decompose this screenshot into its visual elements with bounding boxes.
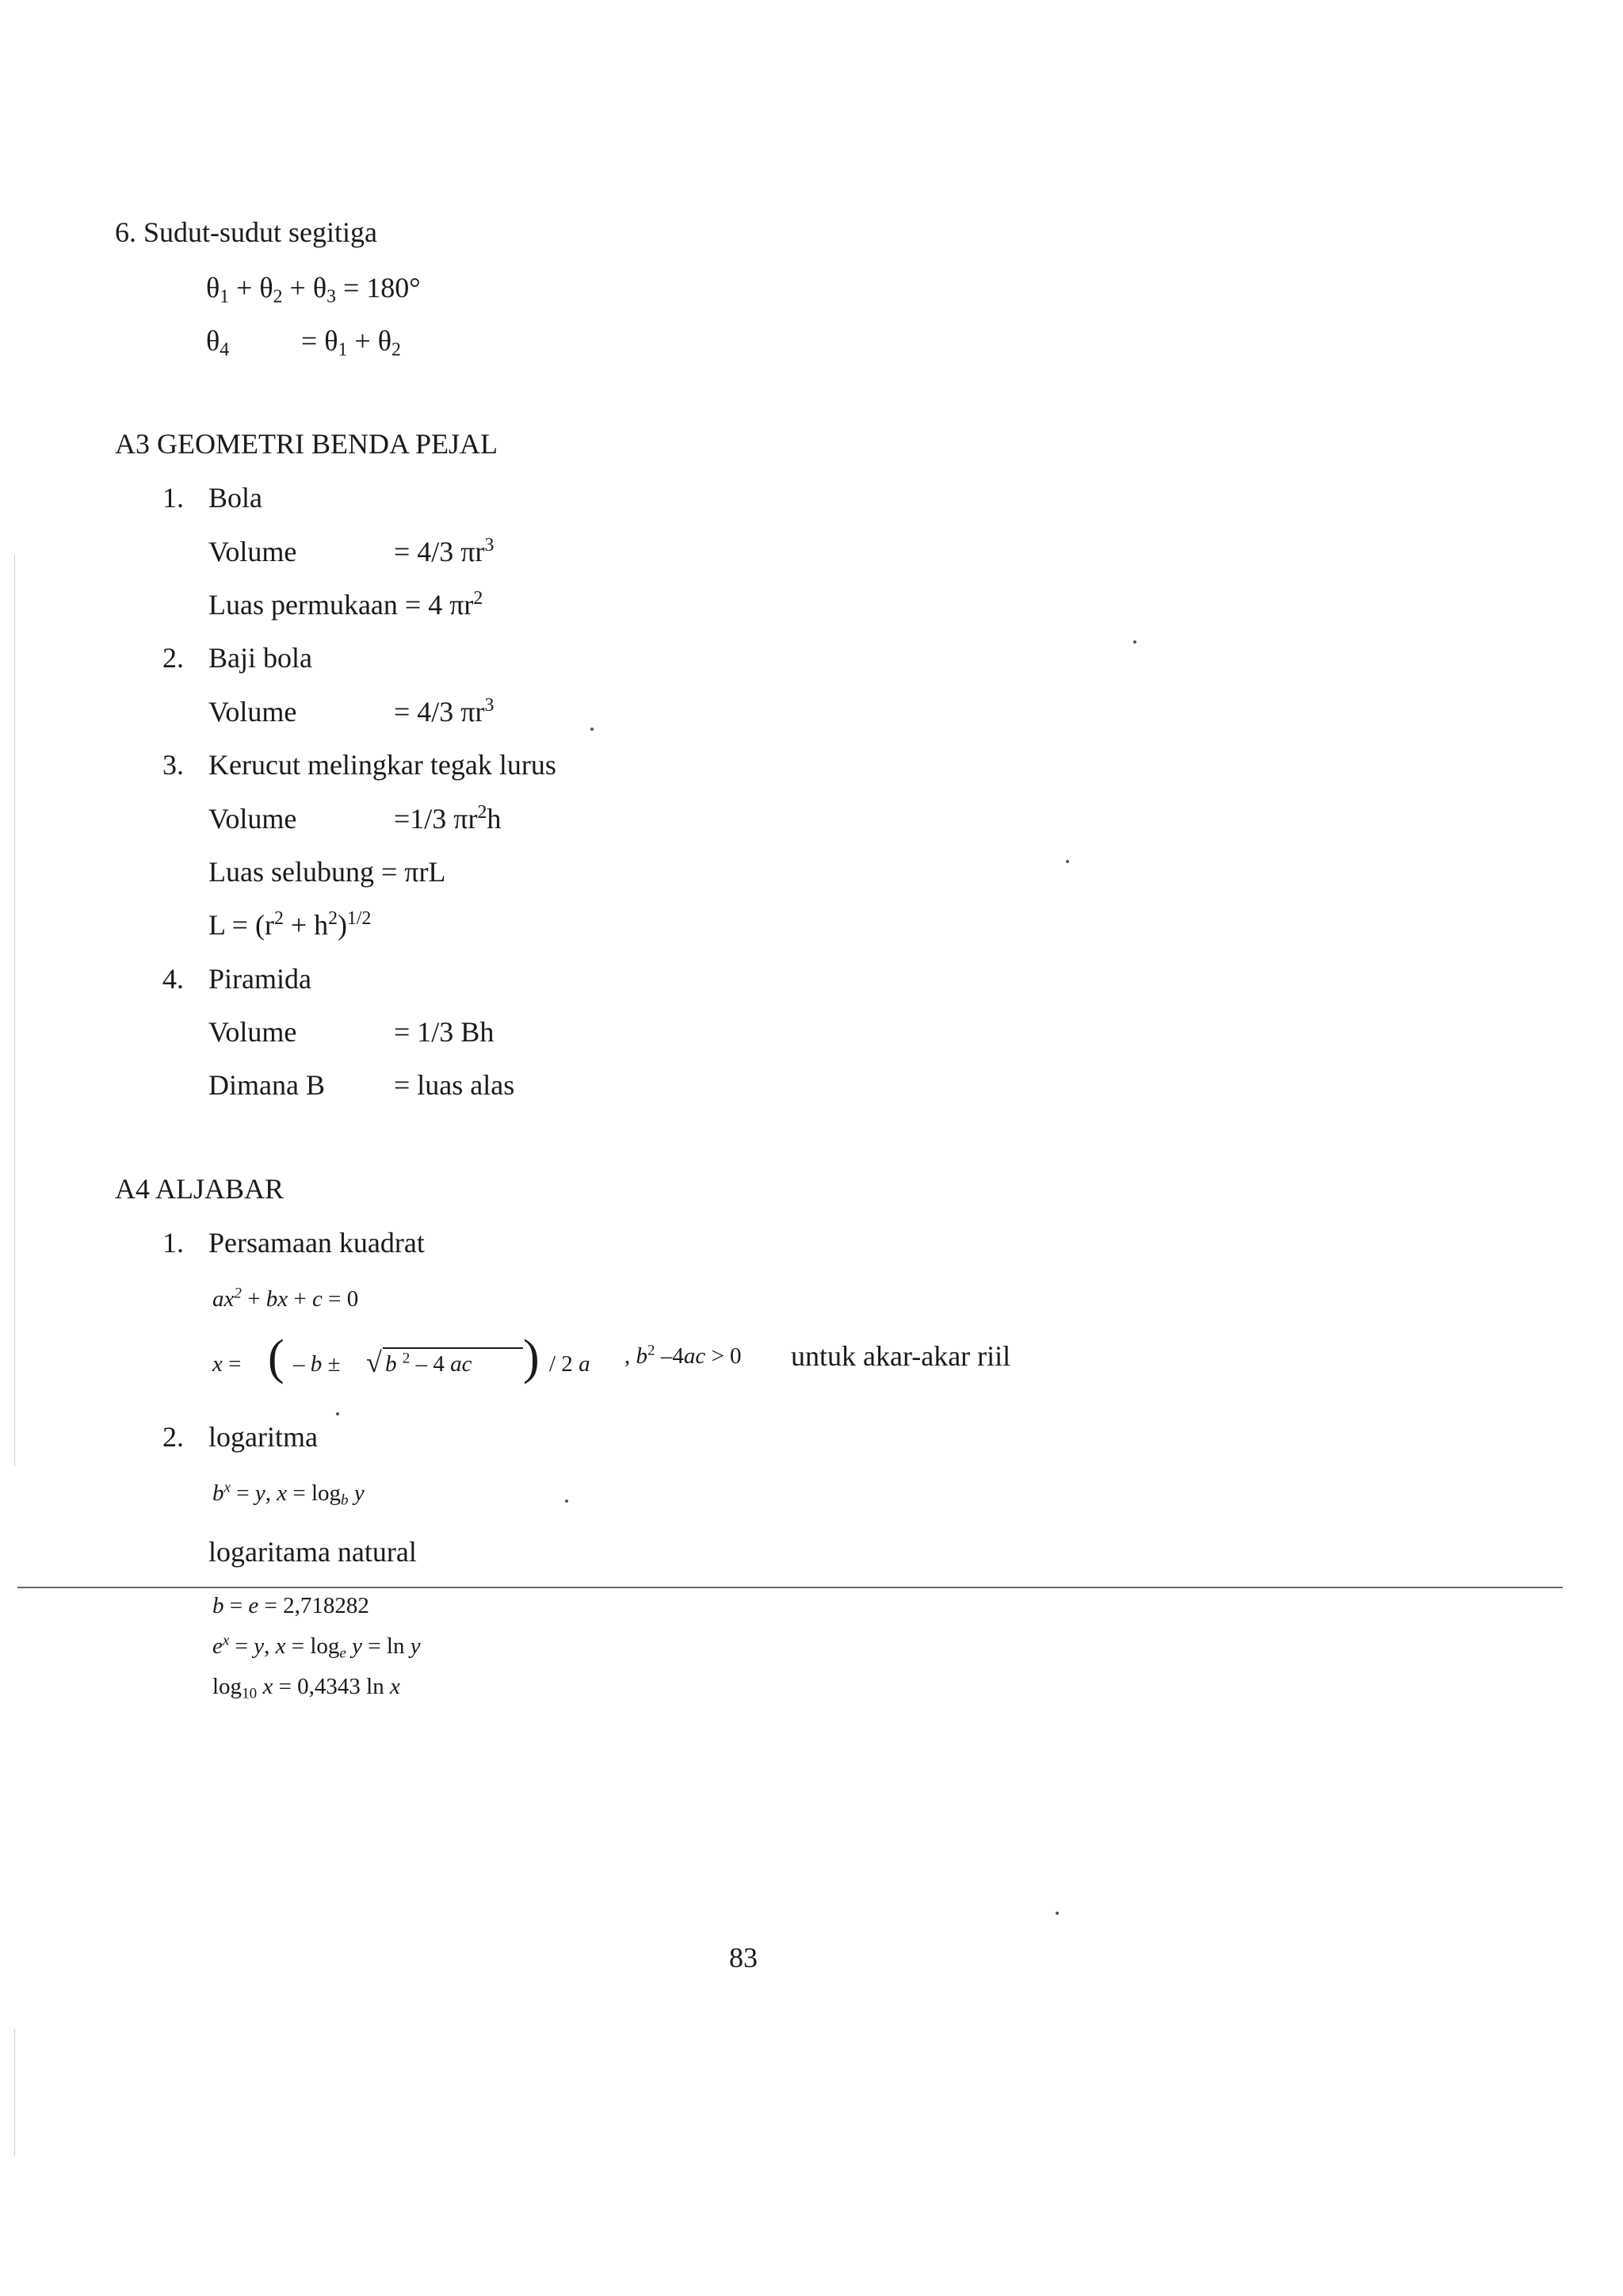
formula-minus-b: – b ± [293, 1351, 341, 1377]
list-number: 4. [162, 963, 184, 995]
log-definition: $b^x = y$, $x = \log_b y$ [212, 1479, 365, 1509]
row-label: Volume [208, 1016, 297, 1048]
item-title-kerucut: Kerucut melingkar tegak lurus [208, 749, 556, 781]
item-title-logaritma: logaritma [208, 1421, 318, 1453]
formula-left-paren: ( [268, 1331, 285, 1385]
row-label: Volume [208, 803, 297, 835]
cone-volume-formula: =1/3 $\pi r^2h$ [394, 801, 502, 835]
scan-speck [565, 1499, 568, 1503]
scan-speck [1056, 1912, 1059, 1915]
item-title-baji-bola: Baji bola [208, 642, 312, 674]
pyramid-volume-formula: = 1/3 Bh [394, 1016, 495, 1048]
item-title-bola: Bola [208, 482, 262, 514]
horizontal-rule [17, 1587, 1563, 1588]
formula-condition-text: untuk akar-akar riil [791, 1340, 1011, 1372]
list-number: 2. [162, 1421, 184, 1453]
angle-sum-equation: $\theta_1 + \theta_2 + \theta_3 = 180^\circ$ [206, 272, 421, 308]
item-title-piramida: Piramida [208, 963, 311, 995]
page-number: 83 [729, 1942, 758, 1973]
sphere-volume-formula: = 4/3 $\pi r^3$ [394, 534, 495, 567]
sphere-area-formula: Luas permukaan = 4 $\pi r^2$ [208, 587, 483, 621]
formula-condition: , $b^2$ –4ac > 0 [624, 1342, 742, 1369]
formula-denominator: / 2 a [549, 1351, 590, 1377]
row-label: Volume [208, 536, 297, 567]
formula-sqrt-sign: √ [366, 1347, 382, 1378]
scan-speck [336, 1412, 339, 1415]
list-number: 2. [162, 642, 184, 674]
log10-conversion: $\log_{10} x = 0,4343$ ln x [212, 1674, 400, 1702]
natural-log-definition: $e^x = y$, $x = \log_e y = \ln y$ [212, 1632, 421, 1662]
row-label: Dimana B [208, 1069, 325, 1101]
scan-margin-line [14, 555, 15, 1466]
list-number: 3. [162, 749, 184, 781]
section-heading-a4: A4 ALJABAR [115, 1173, 285, 1205]
exterior-angle-lhs: $\theta_4$ [206, 325, 230, 361]
natural-log-title: logaritama natural [208, 1536, 417, 1568]
formula-sqrt-bar [383, 1347, 523, 1349]
row-label: Volume [208, 696, 297, 728]
list-number: 1. [162, 482, 184, 514]
scan-speck [1133, 640, 1136, 644]
cone-slant-height-formula: $L = (r^2 + h^2)^{1/2}$ [208, 907, 372, 941]
list-number: 1. [162, 1227, 184, 1259]
quadratic-equation: $ax^2$ + bx + c = 0 [212, 1285, 359, 1312]
section-heading-sudut: 6. Sudut-sudut segitiga [115, 216, 377, 248]
wedge-volume-formula: = 4/3 $\pi r^3$ [394, 694, 495, 728]
formula-x-lhs: x = [212, 1351, 242, 1377]
scan-speck [590, 728, 594, 731]
base-area-definition: = luas alas [394, 1069, 515, 1101]
exterior-angle-rhs: = $\theta_1 + \theta_2$ [301, 325, 401, 361]
formula-right-paren: ) [523, 1331, 540, 1385]
item-title-persamaan-kuadrat: Persamaan kuadrat [208, 1227, 425, 1259]
cone-lateral-area-formula: Luas selubung = πrL [208, 856, 446, 888]
section-heading-a3: A3 GEOMETRI BENDA PEJAL [115, 428, 498, 460]
euler-number: b = e = 2,718282 [212, 1593, 369, 1618]
formula-discriminant: b $^2$ – 4 ac [385, 1350, 472, 1377]
scan-margin-line [14, 2029, 15, 2156]
scan-speck [1066, 860, 1069, 863]
